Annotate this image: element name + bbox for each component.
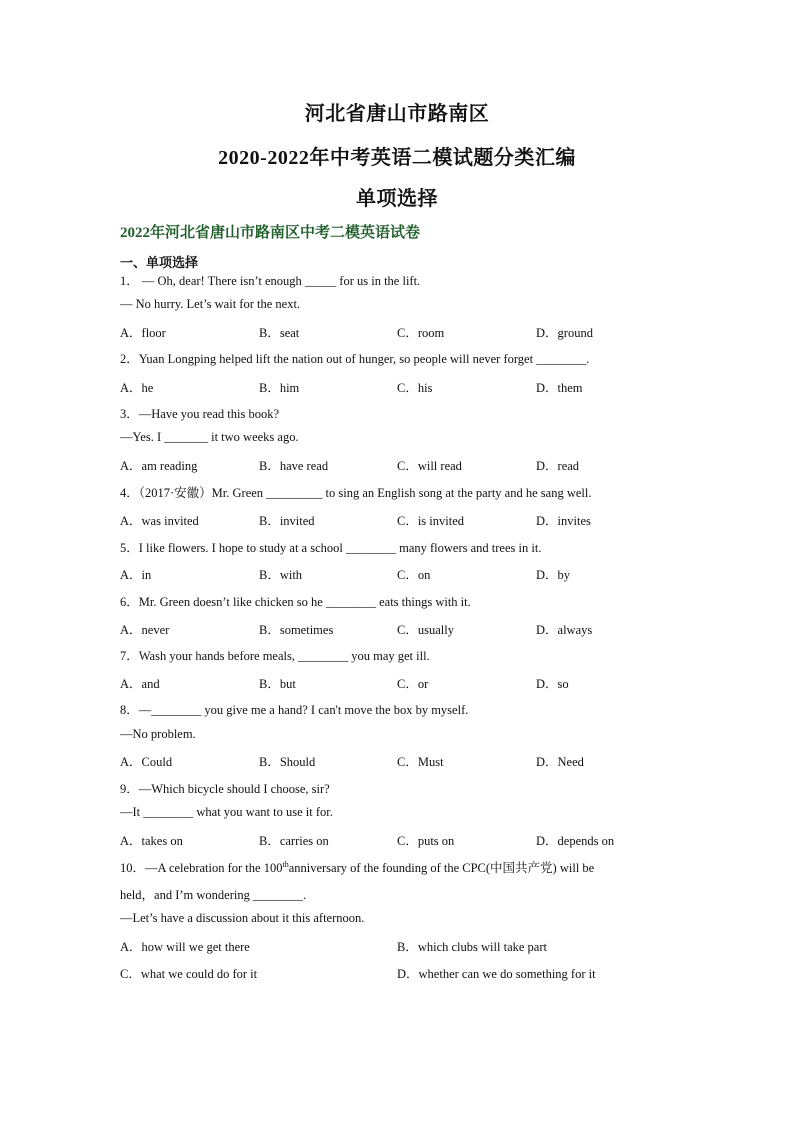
option-d: D．depends on [536, 834, 615, 848]
option-c: C．is invited [397, 514, 465, 528]
question-stem: —Let’s have a discussion about it this afternoon. [120, 911, 365, 925]
option-c: C．usually [397, 623, 454, 637]
option-c: C．on [397, 568, 431, 582]
option-c: C．puts on [397, 834, 455, 848]
option-b: B．which clubs will take part [397, 940, 547, 954]
option-a: A．he [120, 381, 154, 395]
question-stem: 4．（2017·安徽）Mr. Green _________ to sing an English song at the party and he sang well. [120, 486, 592, 500]
question-stem: —It ________ what you want to use it for. [120, 805, 333, 819]
option-a: A．and [120, 677, 160, 691]
question-stem: 9．—Which bicycle should I choose, sir? [120, 782, 330, 796]
option-a: A．takes on [120, 834, 183, 848]
question-stem: 7．Wash your hands before meals, ________ you may get ill. [120, 649, 430, 663]
option-d: D．ground [536, 326, 593, 340]
option-d: D．by [536, 568, 571, 582]
option-a: A．am reading [120, 459, 198, 473]
option-b: B．seat [259, 326, 300, 340]
superscript: th [282, 859, 289, 869]
question-stem: 1． — Oh, dear! There isn’t enough _____ for us in the lift. [120, 274, 421, 288]
question-stem: held，and I’m wondering ________. [120, 888, 307, 902]
option-d: D．whether can we do something for it [397, 967, 596, 981]
option-a: A．never [120, 623, 170, 637]
option-b: B．carries on [259, 834, 329, 848]
option-b: B．Should [259, 755, 316, 769]
page-title-line-3: 单项选择 [356, 188, 438, 210]
stem-text: 10．—A celebration for the 100 [120, 861, 283, 875]
question-stem: 6．Mr. Green doesn’t like chicken so he ________ eats things with it. [120, 595, 471, 609]
option-d: D．Need [536, 755, 584, 769]
question-stem [120, 858, 594, 876]
option-b: B．invited [259, 514, 315, 528]
option-c: C．his [397, 381, 433, 395]
option-d: D．them [536, 381, 583, 395]
option-c: C．room [397, 326, 445, 340]
question-stem: — No hurry. Let’s wait for the next. [120, 297, 301, 311]
question-stem: 2．Yuan Longping helped lift the nation out of hunger, so people will never forget ________. [120, 352, 590, 366]
option-b: B．have read [259, 459, 329, 473]
option-d: D．so [536, 677, 569, 691]
option-c: C．will read [397, 459, 462, 473]
part-title: 一、单项选择 [120, 255, 199, 270]
option-b: B．with [259, 568, 303, 582]
question-stem: —Yes. I _______ it two weeks ago. [120, 430, 299, 444]
option-b: B．him [259, 381, 300, 395]
option-c: C．or [397, 677, 429, 691]
option-d: D．always [536, 623, 593, 637]
option-b: B．but [259, 677, 296, 691]
option-a: A．was invited [120, 514, 199, 528]
option-a: A．floor [120, 326, 166, 340]
option-a: A．how will we get there [120, 940, 250, 954]
option-a: A．in [120, 568, 152, 582]
section-title: 2022年河北省唐山市路南区中考二模英语试卷 [120, 225, 421, 241]
option-d: D．read [536, 459, 580, 473]
page-title-line-2: 2020-2022年中考英语二模试题分类汇编 [218, 147, 576, 169]
question-stem: —No problem. [120, 727, 196, 741]
option-c: C．what we could do for it [120, 967, 258, 981]
option-b: B．sometimes [259, 623, 334, 637]
option-c: C．Must [397, 755, 444, 769]
option-d: D．invites [536, 514, 591, 528]
question-stem: 5．I like flowers. I hope to study at a school ________ many flowers and trees in it. [120, 541, 542, 555]
option-a: A．Could [120, 755, 173, 769]
stem-text: anniversary of the founding of the CPC(中国共产党) will be [288, 861, 595, 875]
page-title-line-1: 河北省唐山市路南区 [304, 103, 490, 125]
question-stem: 3．—Have you read this book? [120, 407, 279, 421]
question-stem: 8．—________ you give me a hand? I can't move the box by myself. [120, 703, 469, 717]
